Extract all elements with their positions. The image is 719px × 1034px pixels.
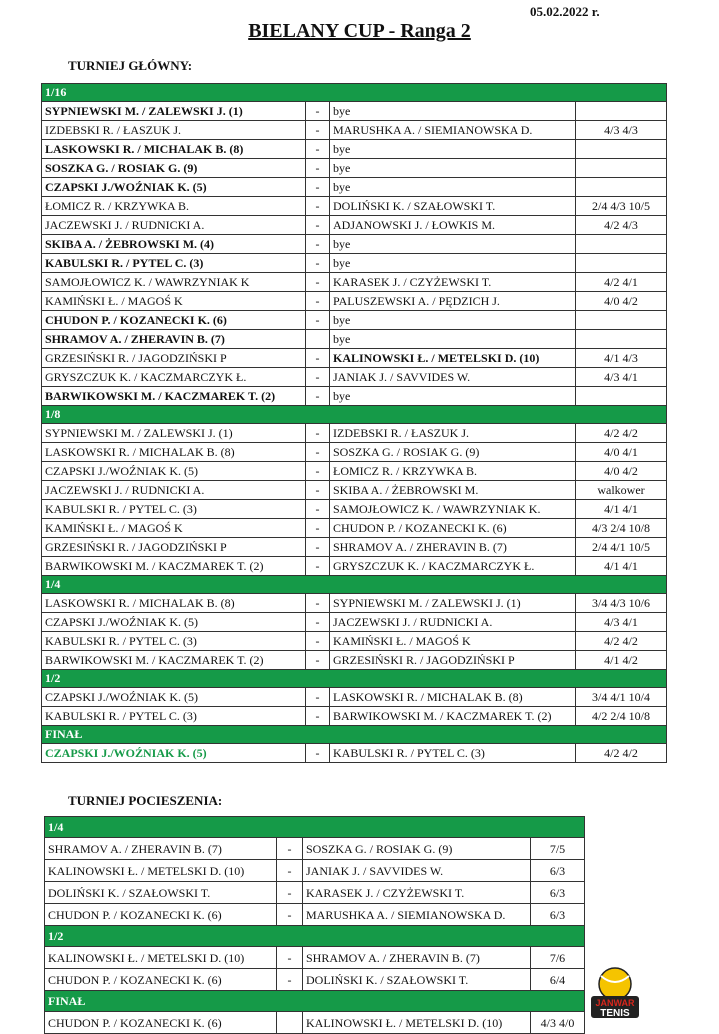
score-cell: 6/3 <box>531 904 585 926</box>
document-date: 05.02.2022 r. <box>530 4 600 19</box>
team-a-cell: LASKOWSKI R. / MICHALAK B. (8) <box>42 594 306 613</box>
team-a-cell: SAMOJŁOWICZ K. / WAWRZYNIAK K <box>42 273 306 292</box>
score-cell <box>576 387 667 406</box>
score-cell <box>576 330 667 349</box>
score-cell: 4/1 4/1 <box>576 500 667 519</box>
vs-dash-cell: - <box>306 140 330 159</box>
score-cell: 4/3 4/1 <box>576 613 667 632</box>
match-row <box>42 102 667 121</box>
team-b-cell: ŁOMICZ R. / KRZYWKA B. <box>330 462 576 481</box>
match-row <box>42 387 667 406</box>
score-cell: 4/2 2/4 10/8 <box>576 707 667 726</box>
team-b-cell: MARUSHKA A. / SIEMIANOWSKA D. <box>330 121 576 140</box>
match-row <box>42 159 667 178</box>
score-cell: 4/1 4/1 <box>576 557 667 576</box>
team-b-cell: KARASEK J. / CZYŻEWSKI T. <box>330 273 576 292</box>
team-a-cell: KAMIŃSKI Ł. / MAGOŚ K <box>42 292 306 311</box>
team-a-cell: CHUDON P. / KOZANECKI K. (6) <box>42 311 306 330</box>
match-row <box>42 632 667 651</box>
score-cell: 7/5 <box>531 838 585 860</box>
score-cell <box>576 102 667 121</box>
round-label: 1/16 <box>42 84 667 102</box>
vs-dash-cell: - <box>277 838 303 860</box>
match-row <box>42 197 667 216</box>
vs-dash-cell: - <box>306 688 330 707</box>
team-a-cell: BARWIKOWSKI M. / KACZMAREK T. (2) <box>42 387 306 406</box>
score-cell <box>576 140 667 159</box>
main-tournament-heading: TURNIEJ GŁÓWNY: <box>68 58 193 73</box>
team-a-cell: CZAPSKI J./WOŹNIAK K. (5) <box>42 744 306 763</box>
team-a-cell: CZAPSKI J./WOŹNIAK K. (5) <box>42 613 306 632</box>
match-row <box>42 500 667 519</box>
score-cell: 4/2 4/2 <box>576 744 667 763</box>
match-row <box>42 707 667 726</box>
round-header-row <box>42 576 667 594</box>
vs-dash-cell: - <box>306 292 330 311</box>
vs-dash-cell: - <box>306 443 330 462</box>
score-cell: 7/6 <box>531 947 585 969</box>
match-row <box>42 292 667 311</box>
vs-dash-cell: - <box>306 197 330 216</box>
team-a-cell: IZDEBSKI R. / ŁASZUK J. <box>42 121 306 140</box>
team-b-cell: bye <box>330 159 576 178</box>
match-row <box>42 349 667 368</box>
team-b-cell: GRYSZCZUK K. / KACZMARCZYK Ł. <box>330 557 576 576</box>
vs-dash-cell: - <box>277 882 303 904</box>
score-cell: 4/1 4/3 <box>576 349 667 368</box>
team-a-cell: JACZEWSKI J. / RUDNICKI A. <box>42 216 306 235</box>
team-b-cell: bye <box>330 254 576 273</box>
match-row <box>42 462 667 481</box>
round-header-row <box>45 991 585 1012</box>
score-cell <box>576 311 667 330</box>
team-b-cell: bye <box>330 387 576 406</box>
round-label: FINAŁ <box>42 726 667 744</box>
match-row <box>42 481 667 500</box>
vs-dash-cell: - <box>306 216 330 235</box>
team-a-cell: SHRAMOV A. / ZHERAVIN B. (7) <box>45 838 277 860</box>
match-row <box>45 1012 585 1034</box>
team-b-cell: CHUDON P. / KOZANECKI K. (6) <box>330 519 576 538</box>
match-row <box>42 140 667 159</box>
score-cell: 4/1 4/2 <box>576 651 667 670</box>
team-b-cell: MARUSHKA A. / SIEMIANOWSKA D. <box>303 904 531 926</box>
match-row <box>45 882 585 904</box>
score-cell: 4/0 4/2 <box>576 462 667 481</box>
match-row <box>42 254 667 273</box>
team-b-cell: LASKOWSKI R. / MICHALAK B. (8) <box>330 688 576 707</box>
team-a-cell: LASKOWSKI R. / MICHALAK B. (8) <box>42 443 306 462</box>
match-row <box>42 368 667 387</box>
match-row <box>42 311 667 330</box>
team-b-cell: SAMOJŁOWICZ K. / WAWRZYNIAK K. <box>330 500 576 519</box>
round-header-row <box>42 84 667 102</box>
score-cell: 4/3 4/0 <box>531 1012 585 1034</box>
team-b-cell: SHRAMOV A. / ZHERAVIN B. (7) <box>330 538 576 557</box>
match-row <box>42 651 667 670</box>
team-a-cell: KABULSKI R. / PYTEL C. (3) <box>42 707 306 726</box>
vs-dash-cell: - <box>306 707 330 726</box>
score-cell: 3/4 4/1 10/4 <box>576 688 667 707</box>
vs-dash-cell: - <box>306 235 330 254</box>
score-cell: 4/3 4/3 <box>576 121 667 140</box>
team-b-cell: PALUSZEWSKI A. / PĘDZICH J. <box>330 292 576 311</box>
vs-dash-cell: - <box>306 744 330 763</box>
match-row <box>42 594 667 613</box>
janwar-tenis-logo <box>589 966 641 1020</box>
team-b-cell: KAMIŃSKI Ł. / MAGOŚ K <box>330 632 576 651</box>
match-row <box>42 519 667 538</box>
team-b-cell: KALINOWSKI Ł. / METELSKI D. (10) <box>330 349 576 368</box>
match-row <box>42 178 667 197</box>
score-cell: 4/2 4/3 <box>576 216 667 235</box>
score-cell: 4/2 4/1 <box>576 273 667 292</box>
team-a-cell: JACZEWSKI J. / RUDNICKI A. <box>42 481 306 500</box>
team-a-cell: LASKOWSKI R. / MICHALAK B. (8) <box>42 140 306 159</box>
team-b-cell: SYPNIEWSKI M. / ZALEWSKI J. (1) <box>330 594 576 613</box>
team-a-cell: GRYSZCZUK K. / KACZMARCZYK Ł. <box>42 368 306 387</box>
vs-dash-cell: - <box>306 178 330 197</box>
vs-dash-cell: - <box>306 424 330 443</box>
team-b-cell: GRZESIŃSKI R. / JAGODZIŃSKI P <box>330 651 576 670</box>
score-cell: 4/2 4/2 <box>576 632 667 651</box>
team-b-cell: SOSZKA G. / ROSIAK G. (9) <box>330 443 576 462</box>
round-header-row <box>42 670 667 688</box>
vs-dash-cell: - <box>306 254 330 273</box>
vs-dash-cell: - <box>306 311 330 330</box>
team-b-cell: SKIBA A. / ŻEBROWSKI M. <box>330 481 576 500</box>
vs-dash-cell: - <box>306 273 330 292</box>
team-b-cell: SHRAMOV A. / ZHERAVIN B. (7) <box>303 947 531 969</box>
match-row <box>42 424 667 443</box>
score-cell: 4/3 4/1 <box>576 368 667 387</box>
team-a-cell: BARWIKOWSKI M. / KACZMAREK T. (2) <box>42 557 306 576</box>
team-a-cell: BARWIKOWSKI M. / KACZMAREK T. (2) <box>42 651 306 670</box>
score-cell <box>576 235 667 254</box>
team-b-cell: DOLIŃSKI K. / SZAŁOWSKI T. <box>330 197 576 216</box>
match-row <box>42 613 667 632</box>
team-b-cell: ADJANOWSKI J. / ŁOWKIS M. <box>330 216 576 235</box>
vs-dash-cell <box>306 330 330 349</box>
score-cell: 2/4 4/3 10/5 <box>576 197 667 216</box>
team-b-cell: bye <box>330 311 576 330</box>
team-a-cell: ŁOMICZ R. / KRZYWKA B. <box>42 197 306 216</box>
match-row <box>42 330 667 349</box>
vs-dash-cell: - <box>306 102 330 121</box>
vs-dash-cell: - <box>306 538 330 557</box>
team-b-cell: bye <box>330 102 576 121</box>
score-cell <box>576 178 667 197</box>
round-header-row <box>42 406 667 424</box>
match-row <box>45 904 585 926</box>
vs-dash-cell: - <box>306 368 330 387</box>
vs-dash-cell: - <box>306 613 330 632</box>
team-b-cell: bye <box>330 178 576 197</box>
vs-dash-cell <box>277 1012 303 1034</box>
vs-dash-cell: - <box>306 387 330 406</box>
team-a-cell: SYPNIEWSKI M. / ZALEWSKI J. (1) <box>42 424 306 443</box>
match-row <box>42 688 667 707</box>
score-cell: 4/0 4/1 <box>576 443 667 462</box>
score-cell: 3/4 4/3 10/6 <box>576 594 667 613</box>
team-b-cell: bye <box>330 140 576 159</box>
team-b-cell: JACZEWSKI J. / RUDNICKI A. <box>330 613 576 632</box>
round-header-row <box>42 726 667 744</box>
team-a-cell: CZAPSKI J./WOŹNIAK K. (5) <box>42 688 306 707</box>
team-a-cell: CHUDON P. / KOZANECKI K. (6) <box>45 969 277 991</box>
vs-dash-cell: - <box>306 651 330 670</box>
match-row <box>42 538 667 557</box>
round-label: 1/8 <box>42 406 667 424</box>
team-b-cell: bye <box>330 330 576 349</box>
vs-dash-cell: - <box>306 159 330 178</box>
round-label: 1/4 <box>45 817 585 838</box>
svg-text:TENIS: TENIS <box>600 1008 630 1019</box>
vs-dash-cell: - <box>306 500 330 519</box>
team-a-cell: GRZESIŃSKI R. / JAGODZIŃSKI P <box>42 349 306 368</box>
vs-dash-cell: - <box>306 557 330 576</box>
vs-dash-cell: - <box>306 481 330 500</box>
team-a-cell: KALINOWSKI Ł. / METELSKI D. (10) <box>45 947 277 969</box>
consolation-draw-table <box>44 816 585 1034</box>
match-row <box>42 273 667 292</box>
team-a-cell: KALINOWSKI Ł. / METELSKI D. (10) <box>45 860 277 882</box>
team-a-cell: CZAPSKI J./WOŹNIAK K. (5) <box>42 178 306 197</box>
team-a-cell: SHRAMOV A. / ZHERAVIN B. (7) <box>42 330 306 349</box>
team-b-cell: DOLIŃSKI K. / SZAŁOWSKI T. <box>303 969 531 991</box>
team-b-cell: KABULSKI R. / PYTEL C. (3) <box>330 744 576 763</box>
team-b-cell: KALINOWSKI Ł. / METELSKI D. (10) <box>303 1012 531 1034</box>
team-b-cell: KARASEK J. / CZYŻEWSKI T. <box>303 882 531 904</box>
score-cell: 2/4 4/1 10/5 <box>576 538 667 557</box>
vs-dash-cell: - <box>277 860 303 882</box>
consolation-tournament-heading: TURNIEJ POCIESZENIA: <box>68 793 223 808</box>
team-a-cell: GRZESIŃSKI R. / JAGODZIŃSKI P <box>42 538 306 557</box>
match-row <box>42 557 667 576</box>
team-a-cell: SOSZKA G. / ROSIAK G. (9) <box>42 159 306 178</box>
match-row <box>45 838 585 860</box>
score-cell: 6/3 <box>531 860 585 882</box>
score-cell: 6/3 <box>531 882 585 904</box>
vs-dash-cell: - <box>306 121 330 140</box>
team-a-cell: KABULSKI R. / PYTEL C. (3) <box>42 500 306 519</box>
round-label: 1/2 <box>42 670 667 688</box>
score-cell <box>576 254 667 273</box>
page-title: BIELANY CUP - Ranga 2 <box>248 20 471 42</box>
score-cell: 4/2 4/2 <box>576 424 667 443</box>
vs-dash-cell: - <box>306 462 330 481</box>
score-cell: 4/3 2/4 10/8 <box>576 519 667 538</box>
svg-text:JANWAR: JANWAR <box>595 998 635 1008</box>
round-header-row <box>45 926 585 947</box>
match-row <box>45 860 585 882</box>
team-a-cell: KAMIŃSKI Ł. / MAGOŚ K <box>42 519 306 538</box>
match-row <box>45 947 585 969</box>
match-row <box>42 235 667 254</box>
vs-dash-cell: - <box>277 969 303 991</box>
team-a-cell: CHUDON P. / KOZANECKI K. (6) <box>45 904 277 926</box>
round-label: 1/2 <box>45 926 585 947</box>
team-a-cell: CHUDON P. / KOZANECKI K. (6) <box>45 1012 277 1034</box>
vs-dash-cell: - <box>306 349 330 368</box>
round-header-row <box>45 817 585 838</box>
vs-dash-cell: - <box>277 947 303 969</box>
team-b-cell: IZDEBSKI R. / ŁASZUK J. <box>330 424 576 443</box>
team-b-cell: BARWIKOWSKI M. / KACZMAREK T. (2) <box>330 707 576 726</box>
round-label: FINAŁ <box>45 991 585 1012</box>
match-row <box>42 121 667 140</box>
team-a-cell: DOLIŃSKI K. / SZAŁOWSKI T. <box>45 882 277 904</box>
vs-dash-cell: - <box>306 632 330 651</box>
vs-dash-cell: - <box>277 904 303 926</box>
match-row <box>42 443 667 462</box>
team-a-cell: SYPNIEWSKI M. / ZALEWSKI J. (1) <box>42 102 306 121</box>
match-row <box>45 969 585 991</box>
round-label: 1/4 <box>42 576 667 594</box>
score-cell: 4/0 4/2 <box>576 292 667 311</box>
score-cell: walkower <box>576 481 667 500</box>
match-row <box>42 744 667 763</box>
team-b-cell: JANIAK J. / SAVVIDES W. <box>303 860 531 882</box>
main-draw-table <box>41 83 667 763</box>
team-a-cell: CZAPSKI J./WOŹNIAK K. (5) <box>42 462 306 481</box>
vs-dash-cell: - <box>306 594 330 613</box>
match-row <box>42 216 667 235</box>
team-a-cell: KABULSKI R. / PYTEL C. (3) <box>42 632 306 651</box>
team-b-cell: bye <box>330 235 576 254</box>
score-cell <box>576 159 667 178</box>
team-a-cell: SKIBA A. / ŻEBROWSKI M. (4) <box>42 235 306 254</box>
team-a-cell: KABULSKI R. / PYTEL C. (3) <box>42 254 306 273</box>
team-b-cell: JANIAK J. / SAVVIDES W. <box>330 368 576 387</box>
score-cell: 6/4 <box>531 969 585 991</box>
team-b-cell: SOSZKA G. / ROSIAK G. (9) <box>303 838 531 860</box>
vs-dash-cell: - <box>306 519 330 538</box>
